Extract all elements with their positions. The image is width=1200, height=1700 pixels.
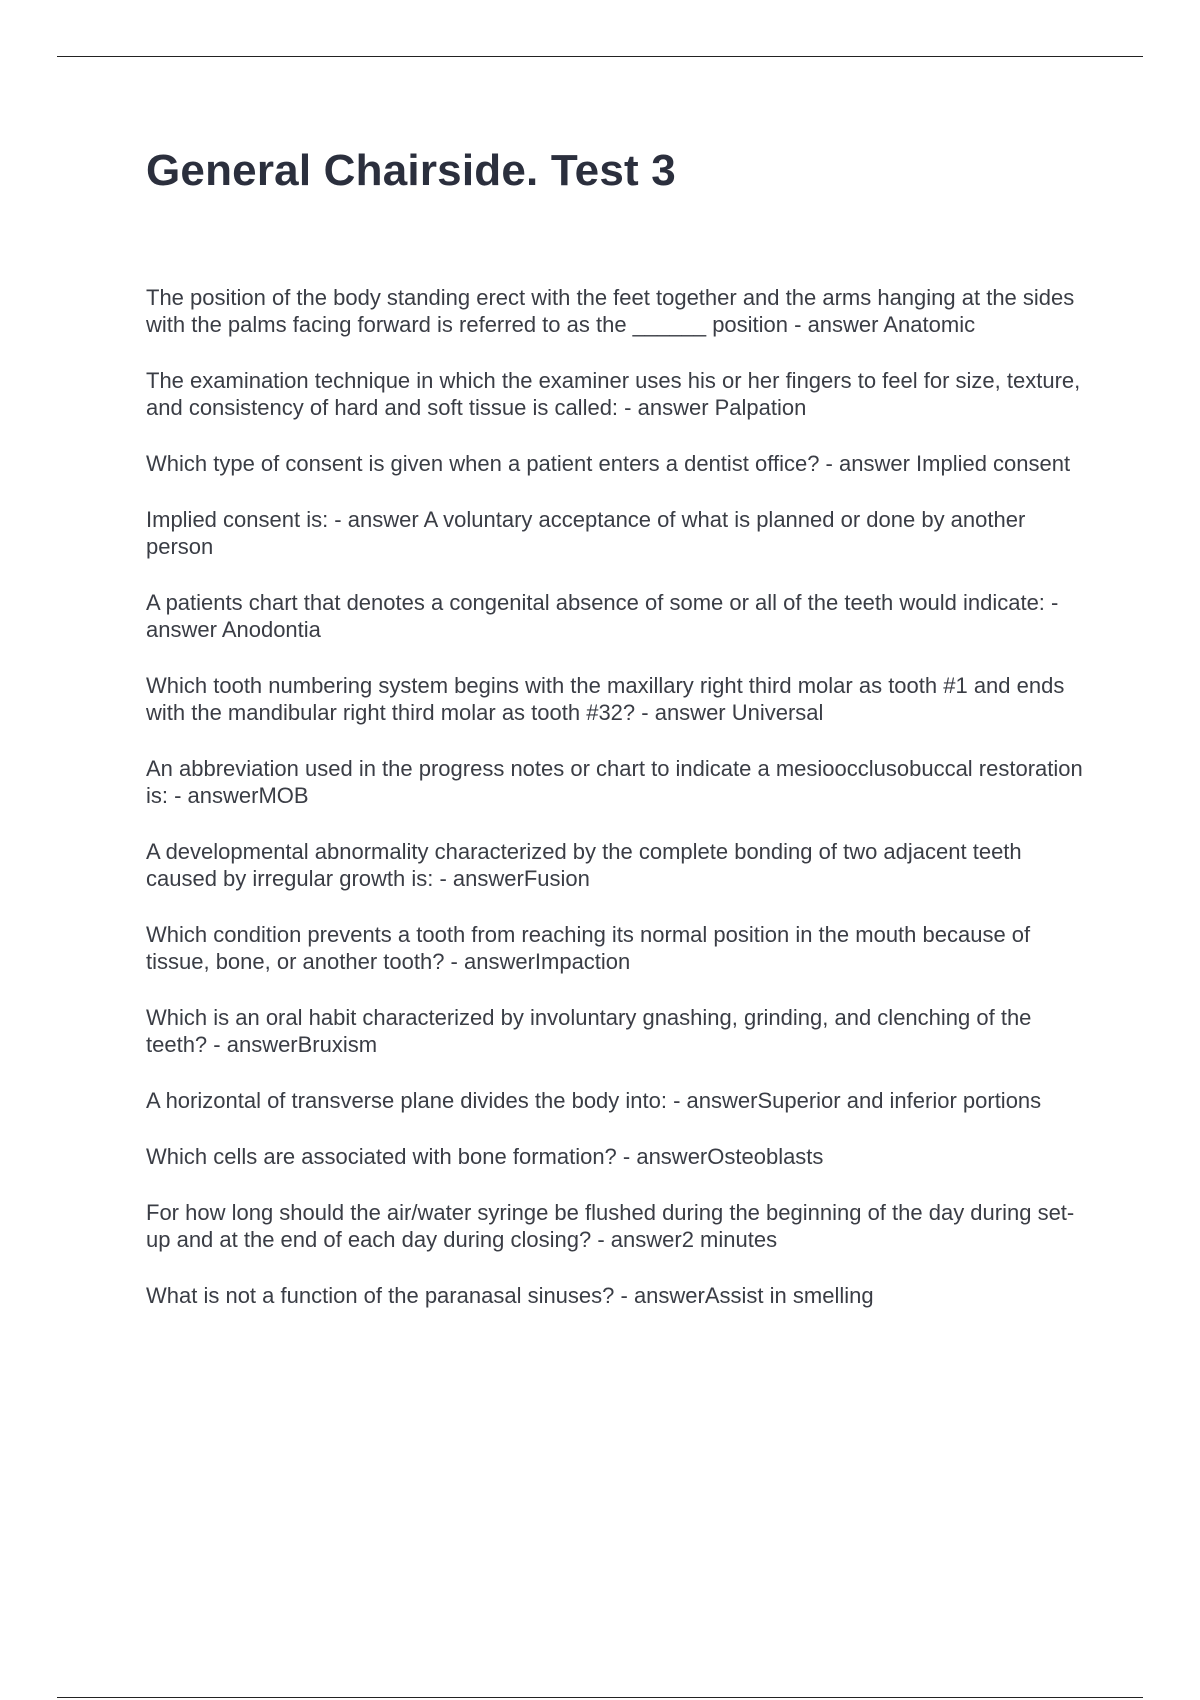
question-answer-list bbox=[146, 284, 1096, 1338]
qa-item-12: Which cells are associated with bone formation? - answerOsteoblasts bbox=[146, 1144, 824, 1169]
qa-item-14: What is not a function of the paranasal sinuses? - answerAssist in smelling bbox=[146, 1283, 874, 1308]
top-divider bbox=[57, 56, 1143, 57]
qa-item-7: An abbreviation used in the progress notes or chart to indicate a mesioocclusobuccal restoration is: - answerMOB bbox=[146, 756, 1083, 808]
qa-item-9: Which condition prevents a tooth from reaching its normal position in the mouth because of tissue, bone, or another tooth? - answerImpaction bbox=[146, 922, 1031, 974]
qa-item-6: Which tooth numbering system begins with the maxillary right third molar as tooth #1 and ends with the mandibular right third molar as tooth #32? - answer Universal bbox=[146, 673, 1065, 725]
qa-item-4: Implied consent is: - answer A voluntary acceptance of what is planned or done by another person bbox=[146, 507, 1026, 559]
qa-item-1: The position of the body standing erect with the feet together and the arms hanging at the sides with the palms facing forward is referred to as the ______ position - answer Anatomic bbox=[146, 285, 1075, 337]
qa-item-2: The examination technique in which the examiner uses his or her fingers to feel for size, texture, and consistency of hard and soft tissue is called: - answer Palpation bbox=[146, 368, 1081, 420]
qa-item-8: A developmental abnormality characterized by the complete bonding of two adjacent teeth caused by irregular growth is: - answerFusion bbox=[146, 839, 1022, 891]
qa-item-3: Which type of consent is given when a patient enters a dentist office? - answer Implied consent bbox=[146, 451, 1071, 476]
document-title: General Chairside. Test 3 bbox=[146, 146, 676, 195]
qa-item-10: Which is an oral habit characterized by involuntary gnashing, grinding, and clenching of the teeth? - answerBruxism bbox=[146, 1005, 1032, 1057]
qa-item-13: For how long should the air/water syringe be flushed during the beginning of the day during set-up and at the end of each day during closing? - answer2 minutes bbox=[146, 1200, 1075, 1252]
bottom-divider bbox=[57, 1697, 1143, 1698]
qa-item-11: A horizontal of transverse plane divides the body into: - answerSuperior and inferior portions bbox=[146, 1088, 1042, 1113]
qa-item-5: A patients chart that denotes a congenital absence of some or all of the teeth would indicate: - answer Anodontia bbox=[146, 590, 1059, 642]
